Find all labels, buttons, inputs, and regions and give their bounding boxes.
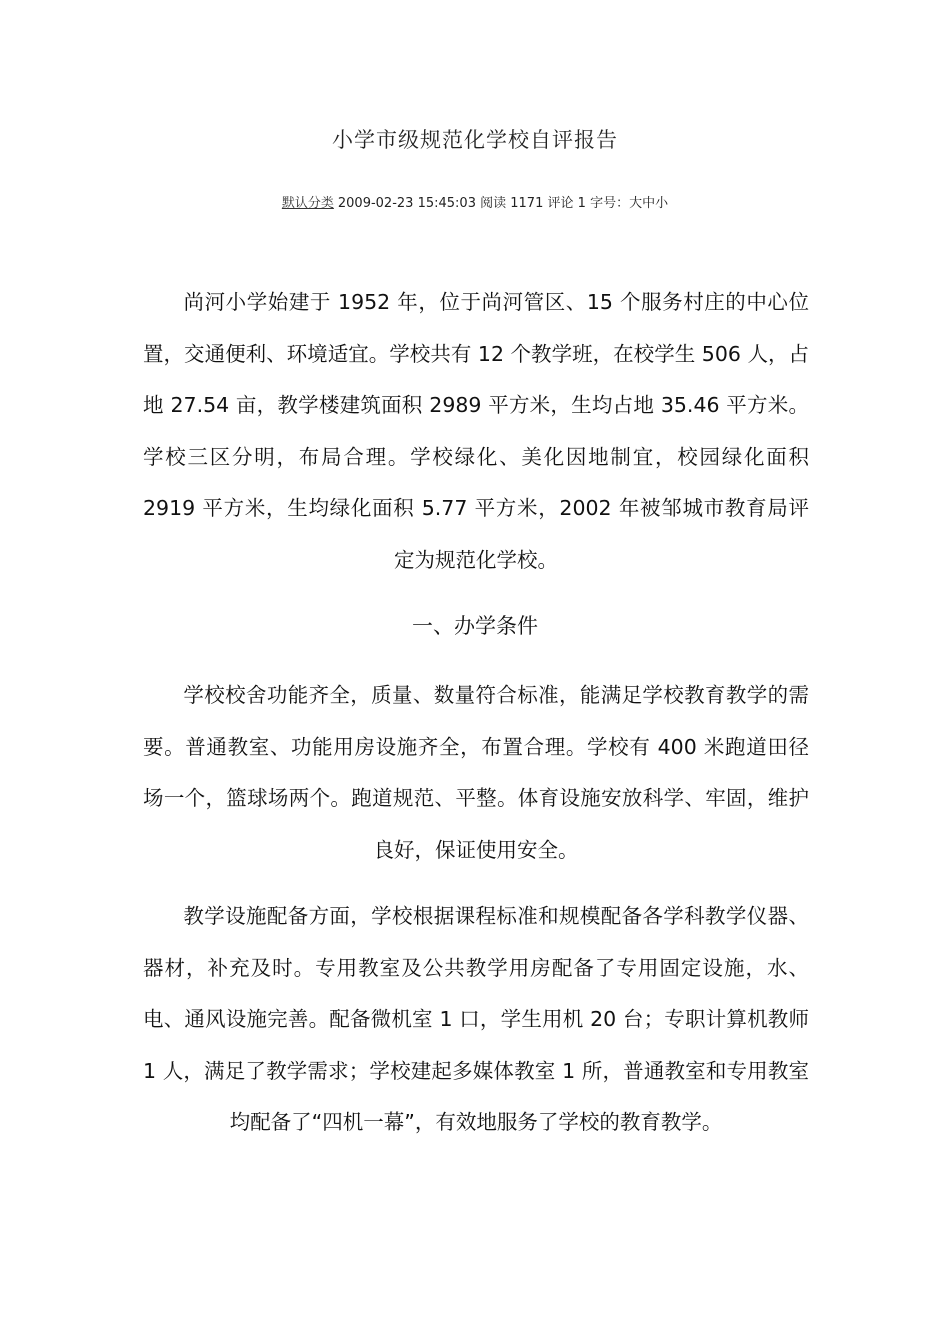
equipment-paragraph-text: 教学设施配备方面，学校根据课程标准和规模配备各学科教学仪器、器材，补充及时。专用教室及公共教学用房配备了专用固定设施，水、电、通风设施完善。配备微机室 1 口，学生用机 20 台；专职计算机教师 1 人，满足了教学需求；学校建起多媒体教室 1 所，普通教室和专用教室均配备了“四机一幕”，有效地服务了学校的教育教学。 (143, 904, 809, 1134)
post-datetime: 2009-02-23 15:45:03 (337, 196, 476, 211)
intro-paragraph (143, 277, 809, 586)
comments-count: 1 (577, 196, 586, 211)
intro-paragraph-text: 尚河小学始建于 1952 年，位于尚河管区、15 个服务村庄的中心位置，交通便利、环境适宜。学校共有 12 个教学班，在校学生 506 人，占地 27.54 亩，教学楼建筑面积 2989 平方米，生均占地 35.46 平方米。学校三区分明，布局合理。学校绿化、美化因地制宜，校园绿化面积 2919 平方米，生均绿化面积 5.77 平方米，2002 年被邹城市教育局评定为规范化学校。 (143, 290, 809, 572)
reads-count: 1171 (510, 196, 544, 211)
comments-label[interactable]: 评论 (547, 196, 574, 211)
category-link[interactable]: 默认分类 (281, 196, 334, 211)
facilities-paragraph (143, 670, 809, 876)
equipment-paragraph (143, 891, 809, 1149)
font-size-options[interactable]: 大中小 (629, 196, 669, 211)
facilities-paragraph-text: 学校校舍功能齐全，质量、数量符合标准，能满足学校教育教学的需要。普通教室、功能用房设施齐全，布置合理。学校有 400 米跑道田径场一个，篮球场两个。跑道规范、平整。体育设施安放科学、牢固，维护良好，保证使用安全。 (143, 683, 809, 862)
section-heading: 一、办学条件 (412, 614, 538, 638)
post-meta (0, 192, 950, 211)
font-size-label: 字号： (590, 196, 630, 211)
reads-label: 阅读 (480, 196, 507, 211)
document-title: 小学市级规范化学校自评报告 (332, 128, 618, 152)
